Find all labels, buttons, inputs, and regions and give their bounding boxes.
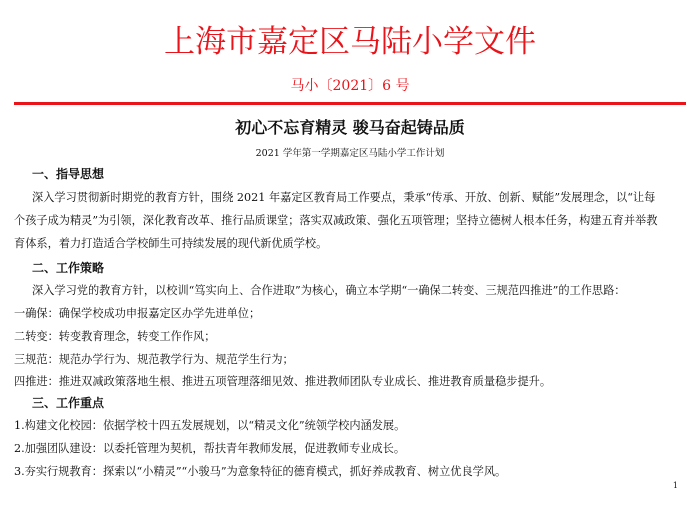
paragraph-line: 四推进：推进双减政策落地生根、推进五项管理落细见效、推进教师团队专业成长、推进教育质量稳步提升。 [14, 375, 552, 388]
plan-subtitle: 2021 学年第一学期嘉定区马陆小学工作计划 [255, 148, 445, 159]
paragraph-line: 二转变：转变教育理念，转变工作作风； [14, 330, 216, 343]
paragraph-line: 三规范：规范办学行为、规范教学行为、规范学生行为； [14, 353, 294, 366]
paragraph-line: 2.加强团队建设：以委托管理为契机，帮扶青年教师发展，促进教师专业成长。 [14, 442, 406, 455]
paragraph-line: 1.构建文化校园：依据学校十四五发展规划，以“精灵文化”统领学校内涵发展。 [14, 419, 406, 432]
paragraph-line: 深入学习贯彻新时期党的教育方针，围绕 2021 年嘉定区教育局工作要点，秉承“传承、开放、创新、赋能”发展理念，以“让每 [32, 191, 656, 204]
paragraph-line: 个孩子成为精灵”为引领，深化教育改革、推行品质课堂；落实双减政策、强化五项管理；坚持立德树人根本任务，构建五育并举教 [14, 214, 658, 227]
page-number: 1 [672, 481, 678, 490]
document-number: 马小〔2021〕6 号 [290, 78, 410, 94]
paragraph-line: 深入学习党的教育方针，以校训“笃实向上、合作进取”为核心，确立本学期“一确保二转变、三规范四推进”的工作思路： [32, 284, 626, 297]
section-heading-work-strategy: 二、工作策略 [32, 261, 105, 275]
document-header-title: 上海市嘉定区马陆小学文件 [164, 24, 536, 60]
paragraph-line: 育体系，着力打造适合学校師生可持续发展的现代新优质学校。 [14, 237, 328, 250]
section-heading-work-focus: 三、工作重点 [32, 396, 105, 410]
paragraph-line: 一确保：确保学校成功申报嘉定区办学先进单位； [14, 307, 261, 320]
section-heading-guiding-ideology: 一、指导思想 [32, 167, 105, 181]
plan-title: 初心不忘育精灵 骏马奋起铸品质 [235, 118, 465, 137]
paragraph-line: 3.夯实行规教育：探索以“小精灵”“小骏马”为意象特征的德育模式，抓好养成教育、树立优良学风。 [14, 465, 507, 478]
red-divider-line [14, 102, 686, 105]
